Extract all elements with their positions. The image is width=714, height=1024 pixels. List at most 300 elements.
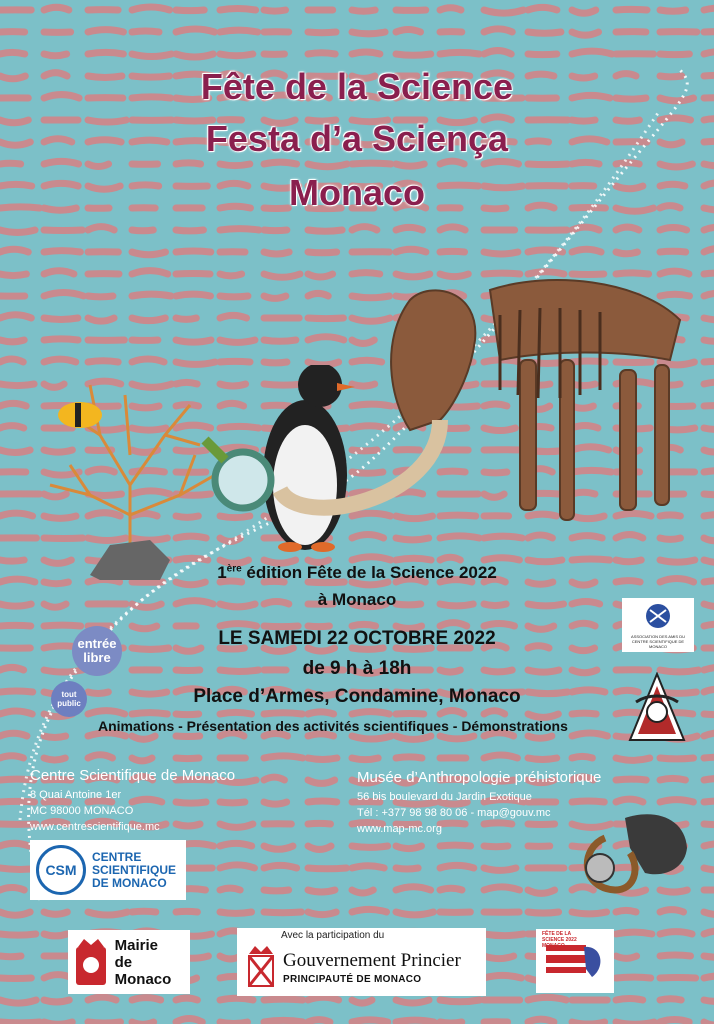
pattern-stroke bbox=[440, 711, 464, 714]
amis-emblem-icon bbox=[622, 598, 694, 634]
pattern-stroke bbox=[704, 868, 714, 870]
pattern-stroke bbox=[396, 846, 421, 849]
mairie-text bbox=[115, 937, 190, 988]
pattern-stroke bbox=[704, 778, 714, 780]
pattern-stroke bbox=[176, 911, 197, 912]
pattern-stroke bbox=[264, 865, 297, 868]
pattern-stroke bbox=[132, 911, 156, 912]
pattern-stroke bbox=[88, 1022, 120, 1023]
pattern-stroke bbox=[264, 713, 302, 714]
pattern-stroke bbox=[88, 711, 125, 714]
pattern-stroke bbox=[308, 780, 335, 783]
map-emblem-icon bbox=[628, 672, 686, 744]
pattern-stroke bbox=[660, 955, 691, 956]
pattern-stroke bbox=[528, 736, 552, 738]
pattern-stroke bbox=[44, 625, 81, 626]
pattern-stroke bbox=[440, 52, 479, 54]
pattern-stroke bbox=[616, 977, 651, 978]
pattern-stroke bbox=[396, 887, 431, 890]
pattern-stroke bbox=[88, 227, 114, 230]
pattern-stroke bbox=[308, 868, 346, 869]
csm-logo-line-2: SCIENTIFIQUE bbox=[92, 862, 177, 877]
pattern-stroke bbox=[308, 1020, 330, 1022]
pattern-stroke bbox=[704, 227, 714, 230]
pattern-stroke bbox=[660, 164, 692, 167]
pattern-stroke bbox=[528, 890, 555, 893]
csm-address-block bbox=[30, 767, 235, 835]
pattern-stroke bbox=[396, 736, 431, 739]
free-entry-text: entrée libre bbox=[77, 636, 117, 665]
pattern-stroke bbox=[308, 801, 337, 802]
pattern-stroke bbox=[528, 997, 566, 1000]
mairie-line-1: Mairie bbox=[114, 936, 158, 954]
pattern-stroke bbox=[220, 274, 242, 276]
title-line-3: Monaco bbox=[288, 172, 425, 213]
pattern-stroke bbox=[264, 890, 289, 891]
pattern-stroke bbox=[44, 7, 69, 10]
pattern-stroke bbox=[704, 470, 714, 472]
pattern-stroke bbox=[528, 758, 557, 759]
pattern-stroke bbox=[484, 624, 514, 626]
pattern-stroke bbox=[484, 711, 505, 714]
pattern-stroke bbox=[660, 560, 695, 562]
pattern-stroke bbox=[528, 32, 561, 33]
pattern-stroke bbox=[704, 8, 714, 10]
pattern-stroke bbox=[704, 624, 714, 626]
fete-science-logo bbox=[536, 929, 614, 993]
pattern-stroke bbox=[704, 843, 714, 846]
pattern-stroke bbox=[704, 757, 714, 758]
edition-line bbox=[0, 563, 714, 583]
csm-address-1: 8 Quai Antoine 1er bbox=[30, 789, 122, 801]
title-line-2: Festa d’a Sciença bbox=[205, 118, 509, 159]
pattern-stroke bbox=[220, 54, 253, 56]
pattern-stroke bbox=[616, 9, 647, 10]
csm-logo-circle: CSM bbox=[36, 845, 86, 895]
pattern-stroke bbox=[220, 8, 256, 10]
pattern-stroke bbox=[0, 359, 23, 362]
pattern-stroke bbox=[572, 912, 607, 914]
edition-place: à Monaco bbox=[317, 590, 397, 609]
pattern-stroke bbox=[264, 1020, 303, 1022]
pattern-stroke bbox=[440, 8, 461, 10]
pattern-stroke bbox=[220, 888, 240, 890]
pattern-stroke bbox=[44, 912, 67, 914]
pattern-stroke bbox=[308, 252, 337, 253]
pattern-stroke bbox=[44, 54, 67, 56]
pattern-stroke bbox=[396, 558, 431, 560]
pattern-stroke bbox=[132, 736, 155, 739]
pattern-stroke bbox=[176, 340, 211, 342]
pattern-stroke bbox=[176, 318, 196, 319]
pattern-stroke bbox=[704, 538, 714, 541]
pattern-stroke bbox=[264, 777, 284, 780]
pattern-stroke bbox=[484, 956, 514, 959]
pattern-stroke bbox=[352, 758, 378, 760]
pattern-stroke bbox=[352, 52, 380, 54]
pattern-stroke bbox=[0, 956, 21, 957]
pattern-stroke bbox=[572, 162, 599, 164]
pattern-stroke bbox=[88, 52, 123, 54]
pattern-stroke bbox=[220, 340, 255, 342]
pattern-stroke bbox=[0, 888, 24, 890]
pattern-stroke bbox=[616, 932, 652, 934]
pattern-stroke bbox=[0, 733, 27, 736]
pattern-stroke bbox=[484, 252, 518, 254]
pattern-stroke bbox=[176, 294, 210, 296]
pattern-stroke bbox=[0, 1000, 36, 1003]
pattern-stroke bbox=[440, 251, 464, 252]
pattern-stroke bbox=[264, 162, 297, 164]
mammoth-skeleton-illustration bbox=[260, 270, 700, 555]
pattern-stroke bbox=[44, 251, 80, 252]
all-public-badge bbox=[51, 681, 87, 717]
pattern-stroke bbox=[132, 54, 171, 57]
pattern-stroke bbox=[44, 318, 78, 319]
pattern-stroke bbox=[660, 10, 686, 11]
pattern-stroke bbox=[396, 757, 422, 758]
edition-superscript: ère bbox=[226, 563, 242, 575]
pattern-stroke bbox=[0, 230, 35, 232]
pattern-stroke bbox=[0, 163, 21, 164]
gouvernement-subtitle: PRINCIPAUTÉ DE MONACO bbox=[283, 974, 422, 985]
pattern-stroke bbox=[528, 7, 557, 10]
pattern-stroke bbox=[704, 514, 714, 516]
pattern-stroke bbox=[704, 733, 714, 736]
edition-text: édition Fête de la Science 2022 bbox=[241, 563, 497, 582]
pattern-stroke bbox=[440, 557, 460, 560]
pattern-stroke bbox=[132, 294, 171, 296]
pattern-stroke bbox=[572, 733, 607, 736]
pattern-stroke bbox=[572, 623, 595, 626]
pattern-stroke bbox=[660, 932, 692, 934]
pattern-stroke bbox=[352, 712, 389, 714]
participation-label: Avec la participation du bbox=[281, 930, 385, 941]
pattern-stroke bbox=[44, 161, 79, 164]
monaco-crest-icon bbox=[245, 944, 277, 990]
pattern-stroke bbox=[572, 51, 612, 54]
gouvernement-name: Gouvernement Princier bbox=[283, 950, 461, 971]
pattern-stroke bbox=[484, 755, 517, 758]
pattern-stroke bbox=[704, 293, 714, 296]
pattern-stroke bbox=[308, 230, 342, 231]
pattern-stroke bbox=[88, 318, 114, 321]
pattern-stroke bbox=[0, 756, 23, 758]
pattern-stroke bbox=[44, 1000, 69, 1002]
pattern-stroke bbox=[176, 758, 199, 759]
pattern-stroke bbox=[308, 846, 331, 849]
pattern-stroke bbox=[0, 912, 30, 915]
pattern-stroke bbox=[440, 888, 462, 890]
pattern-stroke bbox=[88, 912, 127, 915]
pattern-stroke bbox=[396, 227, 423, 230]
pattern-stroke bbox=[704, 956, 714, 958]
pattern-stroke bbox=[484, 975, 521, 978]
pattern-stroke bbox=[352, 227, 377, 230]
pattern-stroke bbox=[484, 51, 511, 54]
pattern-stroke bbox=[484, 10, 523, 13]
pattern-stroke bbox=[440, 161, 464, 164]
pattern-stroke bbox=[88, 164, 109, 166]
pattern-stroke bbox=[484, 846, 508, 847]
pattern-stroke bbox=[220, 712, 252, 714]
pattern-stroke bbox=[660, 800, 693, 802]
pattern-stroke bbox=[704, 382, 714, 384]
pattern-stroke bbox=[396, 29, 420, 32]
pattern-stroke bbox=[616, 910, 636, 912]
pattern-stroke bbox=[704, 361, 714, 362]
pattern-stroke bbox=[660, 999, 681, 1000]
pattern-stroke bbox=[44, 293, 84, 296]
csm-logo-text bbox=[92, 851, 176, 890]
pattern-stroke bbox=[704, 1000, 714, 1001]
pattern-stroke bbox=[220, 843, 252, 846]
csm-name: Centre Scientifique de Monaco bbox=[30, 767, 236, 784]
pattern-stroke bbox=[396, 54, 431, 55]
pattern-stroke bbox=[264, 802, 287, 804]
pattern-stroke bbox=[132, 758, 152, 761]
pattern-stroke bbox=[88, 755, 112, 758]
pattern-stroke bbox=[616, 956, 637, 958]
pattern-stroke bbox=[264, 252, 289, 254]
pattern-stroke bbox=[132, 252, 165, 255]
pattern-stroke bbox=[660, 910, 684, 912]
pattern-stroke bbox=[264, 230, 287, 231]
pattern-stroke bbox=[132, 318, 165, 321]
pattern-stroke bbox=[396, 912, 433, 915]
pattern-stroke bbox=[0, 934, 36, 935]
pattern-stroke bbox=[308, 712, 334, 714]
pattern-stroke bbox=[132, 271, 168, 274]
pattern-stroke bbox=[0, 711, 32, 714]
pattern-stroke bbox=[704, 801, 714, 802]
pattern-stroke bbox=[88, 296, 113, 297]
pattern-stroke bbox=[0, 274, 26, 276]
pattern-stroke bbox=[572, 559, 610, 560]
pattern-stroke bbox=[220, 315, 247, 318]
pattern-stroke bbox=[704, 164, 714, 166]
pattern-stroke bbox=[572, 10, 596, 13]
pattern-stroke bbox=[352, 890, 373, 893]
pattern-stroke bbox=[176, 714, 199, 715]
pattern-stroke bbox=[704, 340, 714, 341]
pattern-stroke bbox=[88, 997, 116, 1000]
pattern-stroke bbox=[396, 249, 426, 252]
pattern-stroke bbox=[0, 843, 29, 846]
pattern-stroke bbox=[352, 736, 391, 739]
pattern-stroke bbox=[44, 339, 78, 340]
csm-logo-line-1: CENTRE bbox=[92, 849, 142, 864]
pattern-stroke bbox=[704, 912, 714, 915]
pattern-stroke bbox=[528, 1019, 554, 1022]
pattern-stroke bbox=[132, 230, 153, 231]
pattern-stroke bbox=[528, 714, 558, 717]
map-address-block bbox=[357, 769, 601, 837]
pattern-stroke bbox=[660, 758, 693, 759]
mammoth-skull-illustration bbox=[575, 808, 695, 898]
map-name: Musée d’Anthropologie préhistorique bbox=[357, 769, 602, 786]
pattern-stroke bbox=[704, 494, 714, 495]
pattern-stroke bbox=[0, 426, 24, 428]
all-public-text: tout public bbox=[57, 690, 81, 708]
event-hours: de 9 h à 18h bbox=[302, 658, 412, 679]
mairie-logo bbox=[68, 930, 190, 994]
map-address-1: 56 bis boulevard du Jardin Exotique bbox=[357, 791, 532, 803]
csm-logo bbox=[30, 840, 186, 900]
pattern-stroke bbox=[220, 164, 250, 166]
event-date: LE SAMEDI 22 OCTOBRE 2022 bbox=[218, 628, 496, 649]
pattern-stroke bbox=[572, 713, 596, 714]
pattern-stroke bbox=[704, 976, 714, 978]
pattern-stroke bbox=[396, 868, 418, 869]
pattern-stroke bbox=[528, 560, 562, 562]
mairie-crest-icon bbox=[74, 937, 109, 987]
amis-logo-text: ASSOCIATION DES AMIS DU CENTRE SCIENTIFIQUE DE MONACO bbox=[631, 634, 685, 649]
pattern-stroke bbox=[704, 450, 714, 452]
event-place: Place d’Armes, Condamine, Monaco bbox=[193, 686, 521, 707]
pattern-stroke bbox=[308, 758, 337, 759]
pattern-stroke bbox=[0, 513, 33, 516]
pattern-stroke bbox=[176, 54, 213, 57]
pattern-stroke bbox=[528, 54, 557, 55]
pattern-stroke bbox=[44, 934, 67, 936]
pattern-stroke bbox=[0, 384, 34, 386]
pattern-stroke bbox=[616, 163, 639, 164]
pattern-stroke bbox=[440, 736, 474, 739]
pattern-stroke bbox=[0, 315, 31, 318]
pattern-stroke bbox=[660, 228, 687, 230]
fete-science-text: FÊTE DE LA SCIENCE 2022 MONACO bbox=[542, 931, 577, 949]
pattern-stroke bbox=[44, 736, 66, 738]
pattern-stroke bbox=[264, 626, 298, 627]
pattern-stroke bbox=[440, 845, 471, 846]
pattern-stroke bbox=[528, 164, 567, 165]
pattern-stroke bbox=[308, 53, 335, 54]
pattern-stroke bbox=[396, 164, 424, 166]
pattern-stroke bbox=[132, 31, 159, 32]
pattern-stroke bbox=[308, 890, 335, 892]
pattern-stroke bbox=[352, 866, 384, 868]
pattern-stroke bbox=[44, 271, 74, 274]
pattern-stroke bbox=[616, 779, 646, 780]
pattern-stroke bbox=[308, 32, 336, 33]
pattern-stroke bbox=[0, 249, 28, 252]
pattern-stroke bbox=[220, 624, 257, 626]
pattern-stroke bbox=[440, 227, 465, 230]
gouvernement-logo bbox=[237, 928, 486, 996]
pattern-stroke bbox=[264, 846, 293, 849]
pattern-stroke bbox=[308, 997, 339, 1000]
pattern-stroke bbox=[484, 29, 512, 32]
pattern-stroke bbox=[0, 450, 30, 452]
pattern-stroke bbox=[176, 1019, 202, 1022]
pattern-stroke bbox=[616, 227, 639, 230]
pattern-stroke bbox=[220, 296, 248, 297]
pattern-stroke bbox=[308, 164, 347, 167]
pattern-stroke bbox=[176, 10, 204, 11]
map-contact: Tél : +377 98 98 80 06 - map@gouv.mc bbox=[357, 807, 551, 819]
pattern-stroke bbox=[264, 10, 286, 11]
pattern-stroke bbox=[704, 318, 714, 320]
csm-logo-line-3: DE MONACO bbox=[92, 875, 167, 890]
csm-website[interactable]: www.centrescientifique.mc bbox=[30, 821, 160, 833]
pattern-stroke bbox=[660, 778, 685, 780]
pattern-stroke bbox=[660, 251, 686, 252]
pattern-stroke bbox=[132, 7, 170, 10]
pattern-stroke bbox=[704, 714, 714, 715]
free-entry-badge bbox=[72, 626, 122, 676]
pattern-stroke bbox=[352, 32, 385, 34]
pattern-stroke bbox=[484, 558, 519, 560]
pattern-stroke bbox=[0, 1022, 40, 1023]
pattern-stroke bbox=[660, 1020, 689, 1022]
pattern-stroke bbox=[220, 1022, 247, 1023]
pattern-stroke bbox=[264, 912, 301, 913]
pattern-stroke bbox=[0, 560, 24, 561]
pattern-stroke bbox=[704, 51, 714, 54]
pattern-stroke bbox=[0, 978, 31, 979]
title-line-1: Fête de la Science bbox=[200, 66, 514, 107]
pattern-stroke bbox=[352, 624, 376, 626]
pattern-stroke bbox=[220, 998, 253, 1000]
mairie-line-2: de Monaco bbox=[114, 953, 172, 988]
pattern-stroke bbox=[440, 623, 467, 626]
edition-number: 1 bbox=[217, 563, 227, 582]
pattern-stroke bbox=[352, 10, 375, 11]
pattern-stroke bbox=[352, 163, 391, 164]
pattern-stroke bbox=[352, 909, 387, 912]
pattern-stroke bbox=[704, 273, 714, 274]
pattern-stroke bbox=[0, 340, 24, 342]
pattern-stroke bbox=[0, 403, 26, 406]
map-website[interactable]: www.map-mc.org bbox=[357, 823, 442, 835]
pattern-stroke bbox=[132, 998, 161, 1000]
pattern-stroke bbox=[308, 912, 336, 915]
pattern-stroke bbox=[308, 626, 329, 627]
pattern-stroke bbox=[572, 756, 592, 758]
pattern-stroke bbox=[176, 998, 197, 1000]
pattern-stroke bbox=[220, 229, 259, 230]
pattern-stroke bbox=[352, 1020, 388, 1022]
pattern-stroke bbox=[396, 1020, 434, 1022]
pattern-stroke bbox=[88, 30, 123, 32]
pattern-stroke bbox=[220, 865, 254, 868]
pattern-stroke bbox=[616, 560, 641, 562]
pattern-stroke bbox=[264, 999, 303, 1000]
pattern-stroke bbox=[572, 249, 601, 252]
pattern-stroke bbox=[132, 713, 167, 714]
csm-address-2: MC 98000 MONACO bbox=[30, 805, 134, 817]
pattern-stroke bbox=[484, 887, 520, 890]
pattern-stroke bbox=[440, 1022, 462, 1023]
pattern-stroke bbox=[0, 779, 34, 780]
pattern-stroke bbox=[176, 163, 201, 164]
pattern-stroke bbox=[704, 428, 714, 429]
pattern-stroke bbox=[440, 865, 474, 868]
pattern-stroke bbox=[440, 1000, 480, 1002]
pattern-stroke bbox=[528, 912, 559, 913]
pattern-stroke bbox=[704, 824, 714, 825]
pattern-stroke bbox=[484, 161, 518, 164]
pattern-stroke bbox=[616, 758, 650, 760]
pattern-stroke bbox=[572, 32, 598, 35]
pattern-stroke bbox=[616, 799, 643, 802]
pattern-stroke bbox=[352, 846, 388, 847]
pattern-stroke bbox=[44, 758, 65, 760]
pattern-stroke bbox=[176, 230, 203, 231]
pattern-stroke bbox=[660, 54, 689, 55]
pattern-stroke bbox=[616, 999, 643, 1000]
